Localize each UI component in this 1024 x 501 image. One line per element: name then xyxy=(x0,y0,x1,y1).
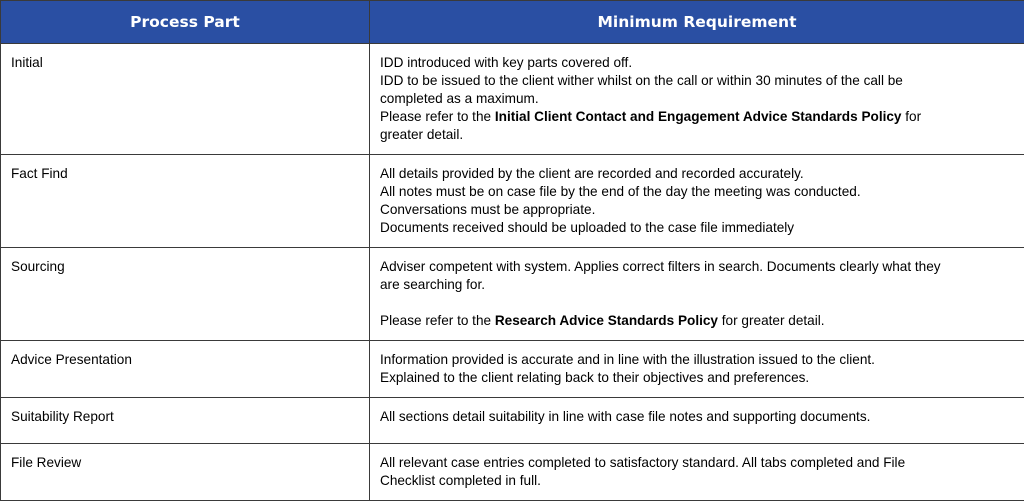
requirement-line: greater detail. xyxy=(380,126,1014,144)
requirement-line: Checklist completed in full. xyxy=(380,472,1014,490)
requirement-line: All relevant case entries completed to satisfactory standard. All tabs completed and File xyxy=(380,454,1014,472)
table-row xyxy=(1,444,1024,501)
requirement-line: IDD to be issued to the client wither whilst on the call or within 30 minutes of the call be xyxy=(380,72,1014,90)
table-body xyxy=(1,44,1024,501)
header-process-part: Process Part xyxy=(1,1,370,44)
process-part-cell: Advice Presentation xyxy=(1,341,370,398)
requirement-line: Adviser competent with system. Applies correct filters in search. Documents clearly what they xyxy=(380,258,1014,276)
process-part-cell: Fact Find xyxy=(1,155,370,248)
requirement-text: Please refer to the xyxy=(380,313,495,328)
minimum-requirement-cell xyxy=(370,341,1024,398)
table-row xyxy=(1,341,1024,398)
requirement-line: All sections detail suitability in line with case file notes and supporting documents. xyxy=(380,408,1014,426)
policy-name: Initial Client Contact and Engagement Advice Standards Policy xyxy=(495,109,902,124)
requirement-line: Conversations must be appropriate. xyxy=(380,201,1014,219)
requirement-text: for xyxy=(902,109,922,124)
process-part-cell: Initial xyxy=(1,44,370,155)
table-row xyxy=(1,398,1024,444)
requirement-line: are searching for. xyxy=(380,276,1014,294)
requirement-line: All details provided by the client are recorded and recorded accurately. xyxy=(380,165,1014,183)
requirement-line: Explained to the client relating back to their objectives and preferences. xyxy=(380,369,1014,387)
minimum-requirement-cell xyxy=(370,44,1024,155)
requirement-line: Documents received should be uploaded to the case file immediately xyxy=(380,219,1014,237)
minimum-requirement-cell xyxy=(370,155,1024,248)
header-minimum-requirement: Minimum Requirement xyxy=(370,1,1024,44)
requirement-line xyxy=(380,312,1014,330)
policy-name: Research Advice Standards Policy xyxy=(495,313,718,328)
requirement-text: for greater detail. xyxy=(718,313,825,328)
table-header-row xyxy=(1,1,1024,44)
process-part-cell: File Review xyxy=(1,444,370,501)
requirement-line: IDD introduced with key parts covered off. xyxy=(380,54,1014,72)
process-part-cell: Sourcing xyxy=(1,248,370,341)
table-row xyxy=(1,155,1024,248)
table-row xyxy=(1,248,1024,341)
requirement-line: Information provided is accurate and in line with the illustration issued to the client. xyxy=(380,351,1014,369)
process-part-cell: Suitability Report xyxy=(1,398,370,444)
requirement-line: completed as a maximum. xyxy=(380,90,1014,108)
table-row xyxy=(1,44,1024,155)
requirement-text: Please refer to the xyxy=(380,109,495,124)
minimum-requirement-cell xyxy=(370,444,1024,501)
minimum-requirement-cell xyxy=(370,398,1024,444)
minimum-requirement-cell xyxy=(370,248,1024,341)
paragraph-gap xyxy=(380,294,1014,312)
requirement-line: All notes must be on case file by the end of the day the meeting was conducted. xyxy=(380,183,1014,201)
requirement-line xyxy=(380,108,1014,126)
